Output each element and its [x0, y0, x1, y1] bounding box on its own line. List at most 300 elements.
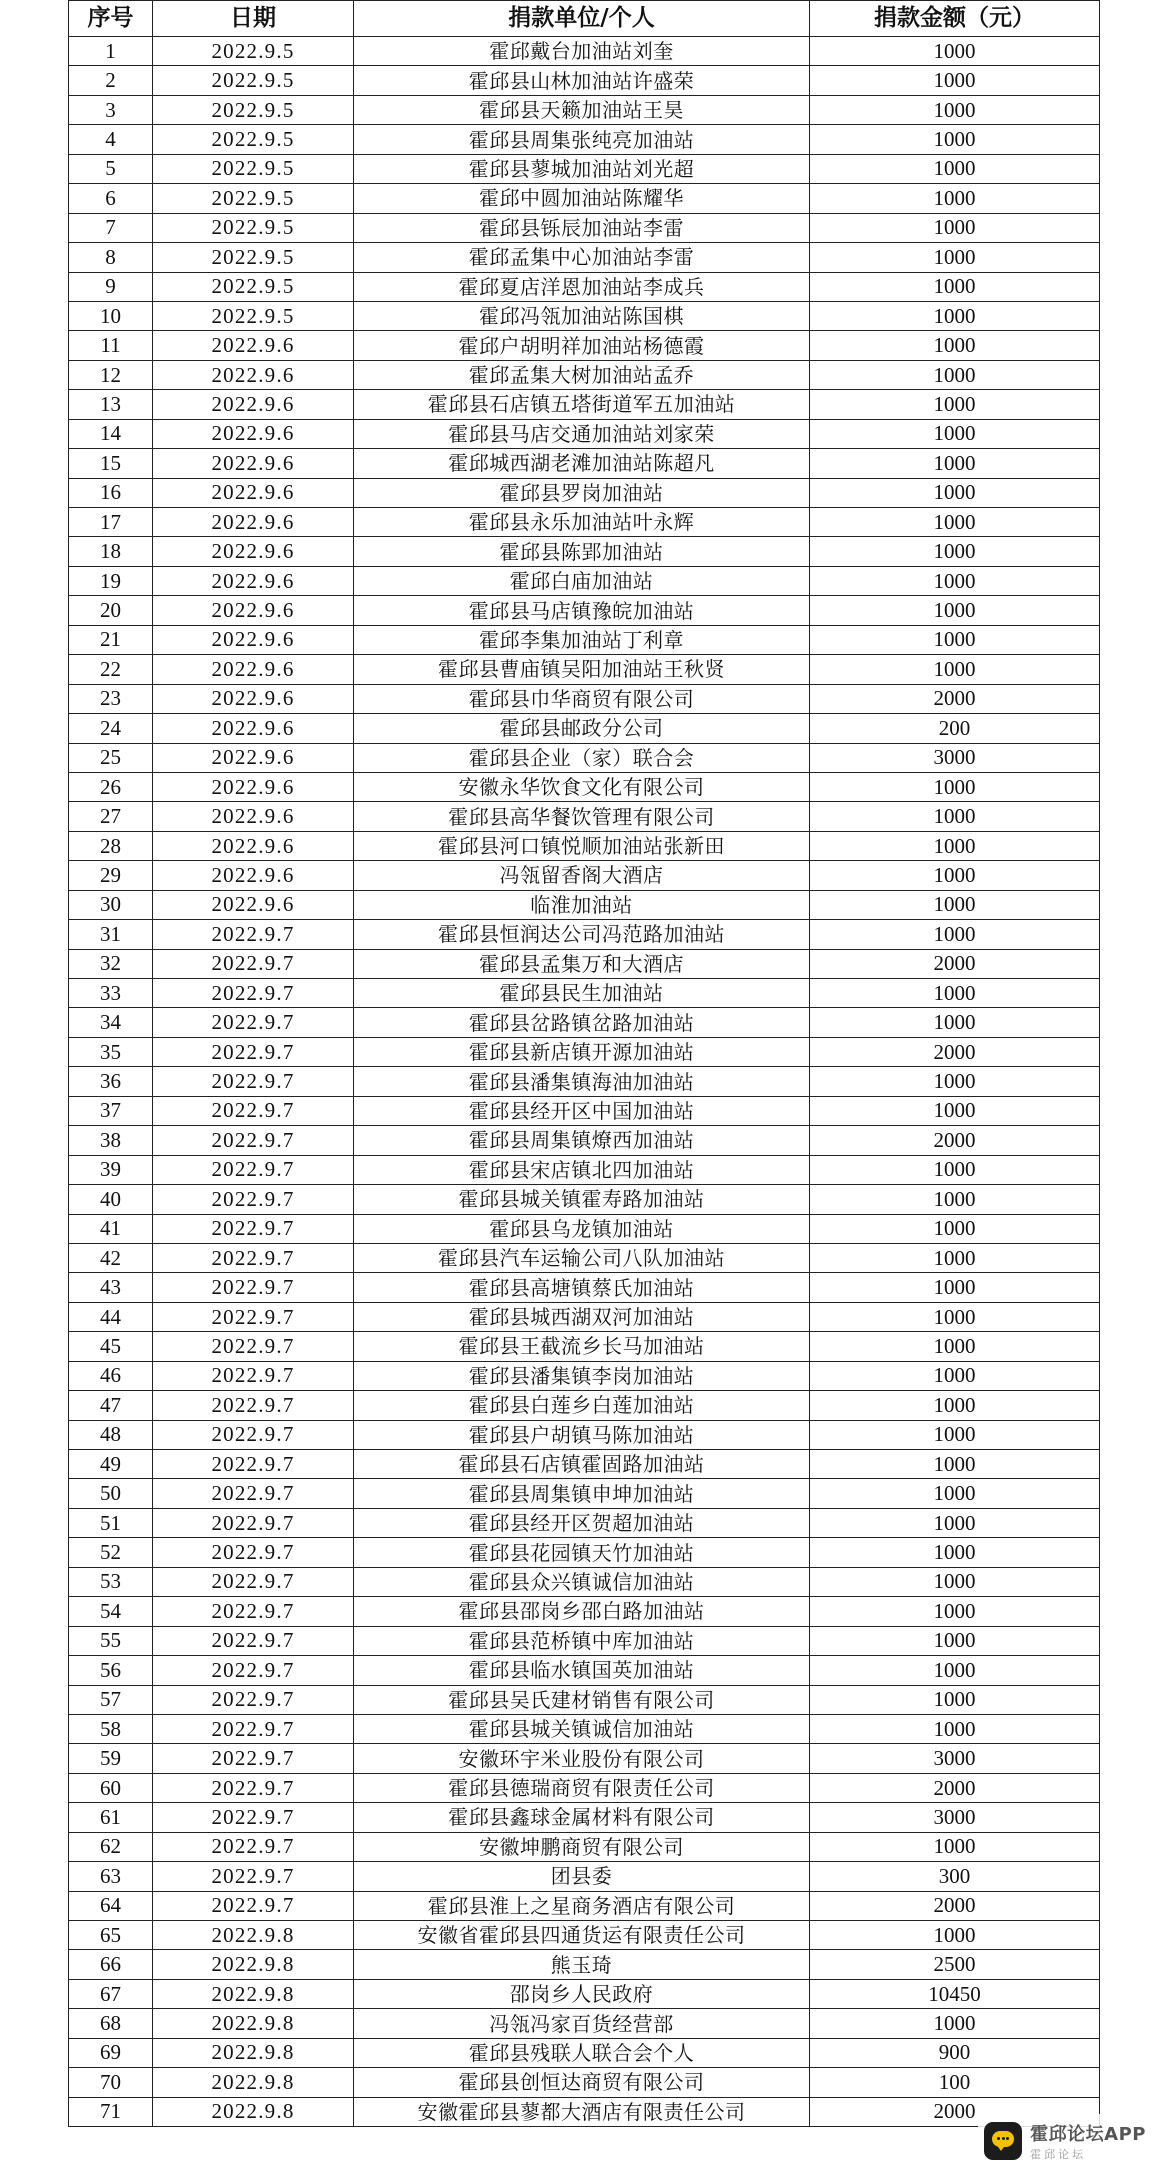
header-amount: 捐款金额（元） — [810, 1, 1100, 37]
row-amount: 2000 — [810, 1126, 1100, 1155]
row-donor: 霍邱县临水镇国英加油站 — [354, 1656, 810, 1685]
table-row — [69, 154, 1100, 183]
watermark-title: 霍邱论坛APP — [1030, 2124, 1146, 2145]
row-date: 2022.9.6 — [153, 684, 354, 713]
row-amount: 1000 — [810, 655, 1100, 684]
row-amount: 1000 — [810, 1714, 1100, 1743]
row-date: 2022.9.6 — [153, 861, 354, 890]
table-row — [69, 1243, 1100, 1272]
row-donor: 霍邱县淮上之星商务酒店有限公司 — [354, 1891, 810, 1920]
row-amount: 1000 — [810, 1243, 1100, 1272]
row-donor: 安徽永华饮食文化有限公司 — [354, 772, 810, 801]
row-donor: 霍邱县众兴镇诚信加油站 — [354, 1567, 810, 1596]
donation-sheet — [68, 0, 1099, 2127]
row-index: 67 — [69, 1979, 153, 2008]
row-index: 4 — [69, 125, 153, 154]
row-donor: 冯瓴留香阁大酒店 — [354, 861, 810, 890]
row-date: 2022.9.7 — [153, 1714, 354, 1743]
row-date: 2022.9.6 — [153, 508, 354, 537]
row-date: 2022.9.7 — [153, 1597, 354, 1626]
row-amount: 1000 — [810, 625, 1100, 654]
row-index: 71 — [69, 2097, 153, 2126]
row-index: 44 — [69, 1302, 153, 1331]
row-amount: 2000 — [810, 949, 1100, 978]
row-index: 11 — [69, 331, 153, 360]
row-index: 15 — [69, 449, 153, 478]
row-index: 70 — [69, 2068, 153, 2097]
row-date: 2022.9.7 — [153, 1273, 354, 1302]
row-date: 2022.9.6 — [153, 537, 354, 566]
row-date: 2022.9.6 — [153, 360, 354, 389]
table-row — [69, 802, 1100, 831]
row-date: 2022.9.7 — [153, 1361, 354, 1390]
row-date: 2022.9.7 — [153, 1067, 354, 1096]
row-index: 51 — [69, 1508, 153, 1537]
table-row — [69, 125, 1100, 154]
row-amount: 1000 — [810, 890, 1100, 919]
row-index: 13 — [69, 390, 153, 419]
row-index: 27 — [69, 802, 153, 831]
row-donor: 霍邱县新店镇开源加油站 — [354, 1037, 810, 1066]
row-date: 2022.9.5 — [153, 154, 354, 183]
row-date: 2022.9.6 — [153, 772, 354, 801]
row-date: 2022.9.7 — [153, 1773, 354, 1802]
row-date: 2022.9.7 — [153, 1567, 354, 1596]
row-date: 2022.9.6 — [153, 419, 354, 448]
table-row — [69, 920, 1100, 949]
row-index: 39 — [69, 1155, 153, 1184]
table-row — [69, 1538, 1100, 1567]
table-row — [69, 1744, 1100, 1773]
row-donor: 霍邱县王截流乡长马加油站 — [354, 1332, 810, 1361]
table-row — [69, 2038, 1100, 2067]
row-date: 2022.9.6 — [153, 714, 354, 743]
row-index: 3 — [69, 95, 153, 124]
row-donor: 霍邱孟集大树加油站孟乔 — [354, 360, 810, 389]
table-row — [69, 508, 1100, 537]
row-amount: 1000 — [810, 2009, 1100, 2038]
row-amount: 200 — [810, 714, 1100, 743]
row-index: 10 — [69, 301, 153, 330]
row-donor: 霍邱县河口镇悦顺加油站张新田 — [354, 831, 810, 860]
table-header — [69, 1, 1100, 37]
row-index: 50 — [69, 1479, 153, 1508]
table-row — [69, 1037, 1100, 1066]
row-date: 2022.9.7 — [153, 1744, 354, 1773]
table-row — [69, 1508, 1100, 1537]
row-donor: 霍邱县经开区贺超加油站 — [354, 1508, 810, 1537]
table-row — [69, 1773, 1100, 1802]
row-amount: 1000 — [810, 1685, 1100, 1714]
row-donor: 霍邱县吴氏建材销售有限公司 — [354, 1685, 810, 1714]
row-date: 2022.9.8 — [153, 2038, 354, 2067]
header-index: 序号 — [69, 1, 153, 37]
row-donor: 霍邱县马店交通加油站刘家荣 — [354, 419, 810, 448]
row-index: 58 — [69, 1714, 153, 1743]
table-row — [69, 1450, 1100, 1479]
row-donor: 霍邱县周集镇燎西加油站 — [354, 1126, 810, 1155]
row-index: 52 — [69, 1538, 153, 1567]
table-row — [69, 2068, 1100, 2097]
row-date: 2022.9.7 — [153, 1008, 354, 1037]
row-amount: 1000 — [810, 154, 1100, 183]
table-row — [69, 1950, 1100, 1979]
table-row — [69, 1921, 1100, 1950]
row-donor: 熊玉琦 — [354, 1950, 810, 1979]
row-index: 18 — [69, 537, 153, 566]
row-index: 57 — [69, 1685, 153, 1714]
row-donor: 安徽省霍邱县四通货运有限责任公司 — [354, 1921, 810, 1950]
row-date: 2022.9.5 — [153, 243, 354, 272]
row-donor: 霍邱县潘集镇海油加油站 — [354, 1067, 810, 1096]
row-index: 38 — [69, 1126, 153, 1155]
row-donor: 霍邱县经开区中国加油站 — [354, 1096, 810, 1125]
row-index: 60 — [69, 1773, 153, 1802]
row-date: 2022.9.6 — [153, 390, 354, 419]
row-index: 69 — [69, 2038, 153, 2067]
row-date: 2022.9.7 — [153, 1391, 354, 1420]
row-amount: 1000 — [810, 831, 1100, 860]
table-row — [69, 1214, 1100, 1243]
row-date: 2022.9.6 — [153, 625, 354, 654]
row-index: 41 — [69, 1214, 153, 1243]
row-date: 2022.9.6 — [153, 743, 354, 772]
row-index: 31 — [69, 920, 153, 949]
row-index: 64 — [69, 1891, 153, 1920]
row-donor: 安徽环宇米业股份有限公司 — [354, 1744, 810, 1773]
row-index: 5 — [69, 154, 153, 183]
row-date: 2022.9.5 — [153, 184, 354, 213]
row-amount: 1000 — [810, 360, 1100, 389]
table-row — [69, 1862, 1100, 1891]
row-amount: 1000 — [810, 419, 1100, 448]
row-index: 30 — [69, 890, 153, 919]
row-index: 28 — [69, 831, 153, 860]
table-row — [69, 360, 1100, 389]
row-donor: 霍邱县高塘镇蔡氏加油站 — [354, 1273, 810, 1302]
row-index: 48 — [69, 1420, 153, 1449]
row-date: 2022.9.5 — [153, 272, 354, 301]
row-index: 22 — [69, 655, 153, 684]
table-row — [69, 419, 1100, 448]
row-date: 2022.9.6 — [153, 655, 354, 684]
row-index: 6 — [69, 184, 153, 213]
table-row — [69, 596, 1100, 625]
row-donor: 霍邱县孟集万和大酒店 — [354, 949, 810, 978]
row-date: 2022.9.5 — [153, 213, 354, 242]
row-index: 42 — [69, 1243, 153, 1272]
row-amount: 1000 — [810, 184, 1100, 213]
row-amount: 1000 — [810, 802, 1100, 831]
row-amount: 1000 — [810, 1302, 1100, 1331]
row-index: 23 — [69, 684, 153, 713]
row-donor: 霍邱夏店洋恩加油站李成兵 — [354, 272, 810, 301]
row-date: 2022.9.6 — [153, 890, 354, 919]
row-donor: 霍邱县巾华商贸有限公司 — [354, 684, 810, 713]
table-row — [69, 213, 1100, 242]
row-donor: 霍邱城西湖老滩加油站陈超凡 — [354, 449, 810, 478]
table-row — [69, 566, 1100, 595]
row-donor: 霍邱县铄辰加油站李雷 — [354, 213, 810, 242]
table-row — [69, 478, 1100, 507]
table-row — [69, 772, 1100, 801]
table-row — [69, 184, 1100, 213]
row-index: 59 — [69, 1744, 153, 1773]
row-date: 2022.9.7 — [153, 1479, 354, 1508]
row-donor: 团县委 — [354, 1862, 810, 1891]
table-row — [69, 1685, 1100, 1714]
table-row — [69, 1597, 1100, 1626]
table-row — [69, 272, 1100, 301]
row-index: 54 — [69, 1597, 153, 1626]
row-donor: 霍邱县山林加油站许盛荣 — [354, 66, 810, 95]
row-donor: 霍邱县石店镇五塔街道军五加油站 — [354, 390, 810, 419]
row-amount: 1000 — [810, 1361, 1100, 1390]
table-row — [69, 66, 1100, 95]
row-index: 66 — [69, 1950, 153, 1979]
row-index: 63 — [69, 1862, 153, 1891]
row-date: 2022.9.7 — [153, 1155, 354, 1184]
table-row — [69, 743, 1100, 772]
row-date: 2022.9.5 — [153, 95, 354, 124]
row-donor: 霍邱孟集中心加油站李雷 — [354, 243, 810, 272]
row-index: 68 — [69, 2009, 153, 2038]
row-index: 40 — [69, 1185, 153, 1214]
row-amount: 1000 — [810, 66, 1100, 95]
row-index: 53 — [69, 1567, 153, 1596]
row-donor: 霍邱县残联人联合会个人 — [354, 2038, 810, 2067]
row-donor: 霍邱县花园镇天竹加油站 — [354, 1538, 810, 1567]
row-index: 62 — [69, 1832, 153, 1861]
row-date: 2022.9.5 — [153, 125, 354, 154]
table-row — [69, 1332, 1100, 1361]
row-donor: 霍邱县范桥镇中库加油站 — [354, 1626, 810, 1655]
table-row — [69, 331, 1100, 360]
table-row — [69, 37, 1100, 66]
row-date: 2022.9.7 — [153, 1891, 354, 1920]
row-date: 2022.9.7 — [153, 1803, 354, 1832]
table-row — [69, 1479, 1100, 1508]
table-row — [69, 449, 1100, 478]
row-amount: 2000 — [810, 1891, 1100, 1920]
row-date: 2022.9.7 — [153, 979, 354, 1008]
row-index: 25 — [69, 743, 153, 772]
row-donor: 霍邱县恒润达公司冯范路加油站 — [354, 920, 810, 949]
header-row — [69, 1, 1100, 37]
row-amount: 1000 — [810, 1832, 1100, 1861]
row-date: 2022.9.6 — [153, 449, 354, 478]
row-donor: 霍邱县宋店镇北四加油站 — [354, 1155, 810, 1184]
row-donor: 霍邱县高华餐饮管理有限公司 — [354, 802, 810, 831]
row-date: 2022.9.8 — [153, 2068, 354, 2097]
header-date: 日期 — [153, 1, 354, 37]
table-row — [69, 714, 1100, 743]
row-date: 2022.9.7 — [153, 1656, 354, 1685]
row-amount: 900 — [810, 2038, 1100, 2067]
row-date: 2022.9.7 — [153, 1450, 354, 1479]
row-amount: 3000 — [810, 1744, 1100, 1773]
table-row — [69, 979, 1100, 1008]
table-row — [69, 1096, 1100, 1125]
row-amount: 1000 — [810, 125, 1100, 154]
row-amount: 1000 — [810, 920, 1100, 949]
row-donor: 霍邱县创恒达商贸有限公司 — [354, 2068, 810, 2097]
row-index: 12 — [69, 360, 153, 389]
row-amount: 1000 — [810, 1185, 1100, 1214]
row-index: 29 — [69, 861, 153, 890]
row-date: 2022.9.6 — [153, 331, 354, 360]
row-amount: 1000 — [810, 1921, 1100, 1950]
row-amount: 1000 — [810, 1597, 1100, 1626]
row-index: 2 — [69, 66, 153, 95]
row-date: 2022.9.6 — [153, 478, 354, 507]
row-date: 2022.9.5 — [153, 37, 354, 66]
table-row — [69, 1391, 1100, 1420]
table-row — [69, 95, 1100, 124]
row-index: 21 — [69, 625, 153, 654]
table-row — [69, 1302, 1100, 1331]
row-index: 33 — [69, 979, 153, 1008]
chat-bubble-icon — [984, 2122, 1022, 2160]
row-date: 2022.9.5 — [153, 301, 354, 330]
table-row — [69, 1891, 1100, 1920]
row-donor: 霍邱县民生加油站 — [354, 979, 810, 1008]
row-date: 2022.9.7 — [153, 1302, 354, 1331]
row-donor: 霍邱县陈郢加油站 — [354, 537, 810, 566]
row-amount: 1000 — [810, 390, 1100, 419]
row-amount: 1000 — [810, 1096, 1100, 1125]
row-donor: 霍邱县岔路镇岔路加油站 — [354, 1008, 810, 1037]
table-row — [69, 537, 1100, 566]
row-date: 2022.9.8 — [153, 1979, 354, 2008]
row-amount: 1000 — [810, 213, 1100, 242]
row-index: 34 — [69, 1008, 153, 1037]
row-date: 2022.9.7 — [153, 949, 354, 978]
row-donor: 霍邱县永乐加油站叶永辉 — [354, 508, 810, 537]
row-amount: 1000 — [810, 772, 1100, 801]
row-index: 46 — [69, 1361, 153, 1390]
row-index: 24 — [69, 714, 153, 743]
row-amount: 3000 — [810, 1803, 1100, 1832]
row-date: 2022.9.7 — [153, 1832, 354, 1861]
row-amount: 1000 — [810, 1508, 1100, 1537]
row-amount: 1000 — [810, 331, 1100, 360]
row-index: 36 — [69, 1067, 153, 1096]
row-index: 47 — [69, 1391, 153, 1420]
row-donor: 霍邱县鑫球金属材料有限公司 — [354, 1803, 810, 1832]
row-index: 49 — [69, 1450, 153, 1479]
row-amount: 2000 — [810, 1037, 1100, 1066]
row-amount: 1000 — [810, 1450, 1100, 1479]
table-row — [69, 1155, 1100, 1184]
row-donor: 临淮加油站 — [354, 890, 810, 919]
row-donor: 邵岗乡人民政府 — [354, 1979, 810, 2008]
table-row — [69, 2097, 1100, 2126]
row-donor: 霍邱戴台加油站刘奎 — [354, 37, 810, 66]
row-date: 2022.9.7 — [153, 1626, 354, 1655]
table-row — [69, 655, 1100, 684]
row-date: 2022.9.6 — [153, 566, 354, 595]
table-row — [69, 1067, 1100, 1096]
table-row — [69, 1420, 1100, 1449]
row-donor: 霍邱县德瑞商贸有限责任公司 — [354, 1773, 810, 1802]
row-index: 19 — [69, 566, 153, 595]
row-amount: 1000 — [810, 301, 1100, 330]
row-donor: 霍邱县蓼城加油站刘光超 — [354, 154, 810, 183]
row-index: 43 — [69, 1273, 153, 1302]
table-row — [69, 1008, 1100, 1037]
row-index: 65 — [69, 1921, 153, 1950]
row-amount: 1000 — [810, 1273, 1100, 1302]
row-amount: 1000 — [810, 1214, 1100, 1243]
row-amount: 1000 — [810, 1008, 1100, 1037]
row-index: 56 — [69, 1656, 153, 1685]
row-index: 61 — [69, 1803, 153, 1832]
row-amount: 1000 — [810, 243, 1100, 272]
row-amount: 1000 — [810, 1391, 1100, 1420]
row-donor: 霍邱县邮政分公司 — [354, 714, 810, 743]
table-row — [69, 684, 1100, 713]
row-amount: 2500 — [810, 1950, 1100, 1979]
row-amount: 1000 — [810, 37, 1100, 66]
row-donor: 霍邱县潘集镇李岗加油站 — [354, 1361, 810, 1390]
donation-table — [68, 0, 1100, 2127]
row-donor: 霍邱白庙加油站 — [354, 566, 810, 595]
row-donor: 霍邱县城西湖双河加油站 — [354, 1302, 810, 1331]
table-row — [69, 949, 1100, 978]
table-row — [69, 861, 1100, 890]
table-row — [69, 625, 1100, 654]
row-date: 2022.9.8 — [153, 1921, 354, 1950]
row-amount: 2000 — [810, 684, 1100, 713]
row-donor: 霍邱县马店镇豫皖加油站 — [354, 596, 810, 625]
row-date: 2022.9.6 — [153, 802, 354, 831]
row-index: 14 — [69, 419, 153, 448]
table-row — [69, 1714, 1100, 1743]
row-donor: 霍邱县汽车运输公司八队加油站 — [354, 1243, 810, 1272]
table-row — [69, 243, 1100, 272]
table-row — [69, 890, 1100, 919]
row-amount: 3000 — [810, 743, 1100, 772]
row-date: 2022.9.8 — [153, 1950, 354, 1979]
row-amount: 1000 — [810, 537, 1100, 566]
row-donor: 霍邱县白莲乡白莲加油站 — [354, 1391, 810, 1420]
row-amount: 1000 — [810, 979, 1100, 1008]
row-date: 2022.9.8 — [153, 2097, 354, 2126]
row-date: 2022.9.7 — [153, 1096, 354, 1125]
row-date: 2022.9.7 — [153, 1685, 354, 1714]
row-amount: 1000 — [810, 861, 1100, 890]
watermark-subtitle: 霍邱论坛 — [1030, 2148, 1087, 2161]
row-date: 2022.9.7 — [153, 1214, 354, 1243]
row-amount: 1000 — [810, 1479, 1100, 1508]
row-amount: 300 — [810, 1862, 1100, 1891]
row-donor: 霍邱县曹庙镇吴阳加油站王秋贤 — [354, 655, 810, 684]
row-donor: 霍邱县周集张纯亮加油站 — [354, 125, 810, 154]
table-row — [69, 301, 1100, 330]
row-donor: 霍邱县石店镇霍固路加油站 — [354, 1450, 810, 1479]
table-row — [69, 1626, 1100, 1655]
row-donor: 霍邱县企业（家）联合会 — [354, 743, 810, 772]
row-index: 20 — [69, 596, 153, 625]
row-index: 45 — [69, 1332, 153, 1361]
table-row — [69, 1979, 1100, 2008]
row-amount: 1000 — [810, 1656, 1100, 1685]
row-date: 2022.9.7 — [153, 1862, 354, 1891]
row-amount: 2000 — [810, 1773, 1100, 1802]
row-index: 8 — [69, 243, 153, 272]
row-date: 2022.9.7 — [153, 1420, 354, 1449]
